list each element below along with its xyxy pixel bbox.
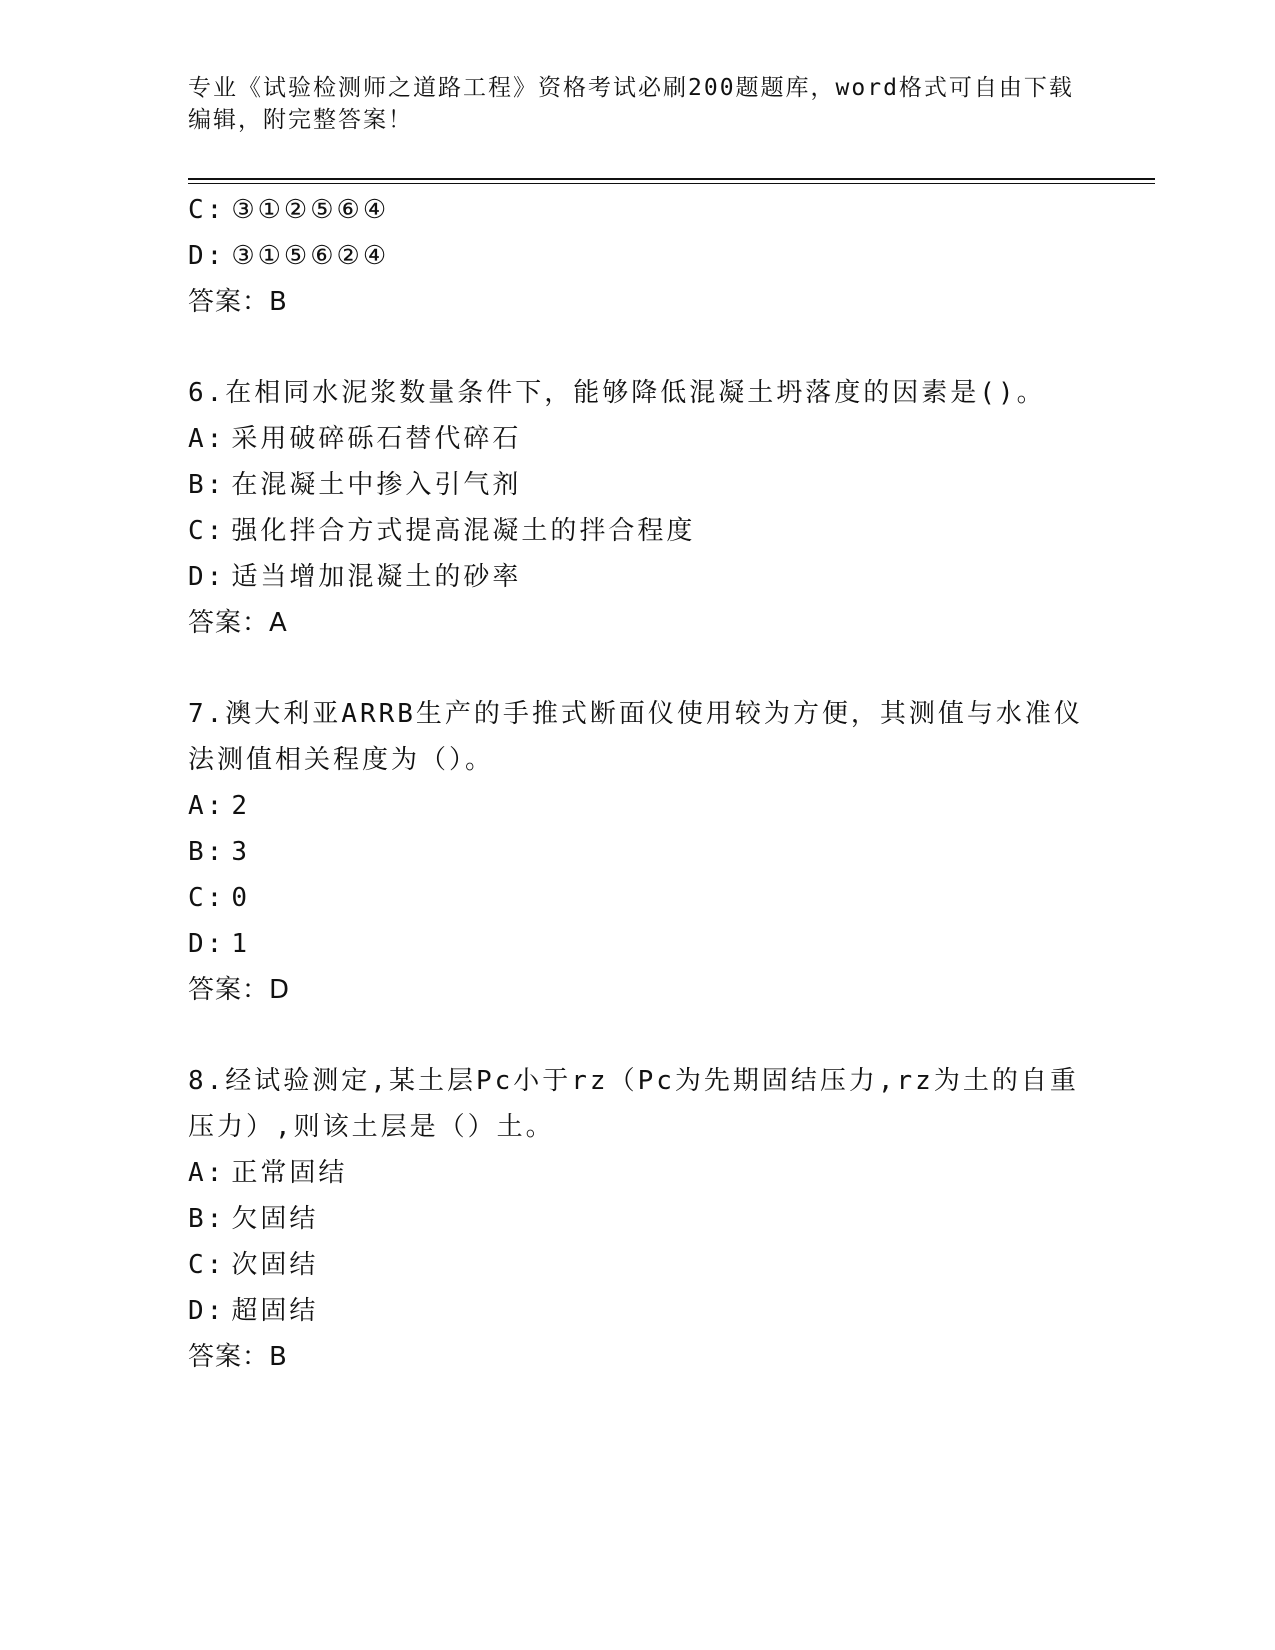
option-text: 0	[231, 883, 250, 913]
option-label: B:	[188, 1204, 226, 1234]
option-text: 1	[231, 929, 250, 959]
option-line	[188, 554, 1088, 600]
option-line	[188, 233, 1088, 279]
option-label: D:	[188, 241, 226, 271]
header-line-1: 专业《试验检测师之道路工程》资格考试必刷200题题库，word格式可自由下载	[188, 75, 1074, 101]
question-text	[188, 1058, 1088, 1150]
option-text: 3	[231, 837, 250, 867]
option-line	[188, 1150, 1088, 1196]
option-line	[188, 783, 1088, 829]
option-label: C:	[188, 516, 226, 546]
question-text	[188, 370, 1088, 416]
option-text: 强化拌合方式提高混凝土的拌合程度	[231, 516, 696, 546]
header-rule-thin	[188, 183, 1155, 184]
question-text	[188, 691, 1088, 783]
option-text: 2	[231, 791, 250, 821]
option-line	[188, 187, 1088, 233]
option-line	[188, 829, 1088, 875]
option-text: 超固结	[231, 1296, 319, 1326]
option-text: 次固结	[231, 1250, 319, 1280]
document-content	[188, 187, 1088, 1380]
option-text: ③①②⑤⑥④	[231, 195, 390, 225]
option-line	[188, 1288, 1088, 1334]
option-label: B:	[188, 837, 226, 867]
option-line	[188, 462, 1088, 508]
option-text: 采用破碎砾石替代碎石	[231, 424, 522, 454]
option-label: B:	[188, 470, 226, 500]
option-label: D:	[188, 562, 226, 592]
option-line	[188, 921, 1088, 967]
option-text: 适当增加混凝土的砂率	[231, 562, 522, 592]
document-header	[188, 72, 1088, 136]
option-line	[188, 508, 1088, 554]
header-line-2: 编辑，附完整答案！	[188, 107, 413, 133]
header-rule-thick	[188, 178, 1155, 180]
option-label: A:	[188, 1158, 226, 1188]
option-line	[188, 1196, 1088, 1242]
option-label: C:	[188, 883, 226, 913]
option-text: ③①⑤⑥②④	[231, 241, 390, 271]
option-text: 欠固结	[231, 1204, 319, 1234]
option-text: 正常固结	[231, 1158, 348, 1188]
question-text-line: 8.经试验测定,某土层Pc小于rz（Pc为先期固结压力,rz为土的自重	[188, 1066, 1079, 1096]
answer-line: 答案：B	[188, 1342, 288, 1372]
option-label: D:	[188, 929, 226, 959]
answer-line: 答案：B	[188, 287, 288, 317]
option-label: D:	[188, 1296, 226, 1326]
option-line	[188, 1242, 1088, 1288]
question-text-line: 6.在相同水泥浆数量条件下，能够降低混凝土坍落度的因素是()。	[188, 378, 1046, 408]
option-line	[188, 875, 1088, 921]
option-label: A:	[188, 791, 226, 821]
answer-line: 答案：D	[188, 975, 291, 1005]
option-label: A:	[188, 424, 226, 454]
answer-line: 答案：A	[188, 608, 288, 638]
question-text-line: 7.澳大利亚ARRB生产的手推式断面仪使用较为方便，其测值与水准仪	[188, 699, 1083, 729]
question-text-line: 法测值相关程度为（）。	[188, 745, 495, 775]
option-label: C:	[188, 195, 226, 225]
option-line	[188, 416, 1088, 462]
question-text-line: 压力）,则该土层是（）土。	[188, 1112, 555, 1142]
option-text: 在混凝土中掺入引气剂	[231, 470, 522, 500]
option-label: C:	[188, 1250, 226, 1280]
